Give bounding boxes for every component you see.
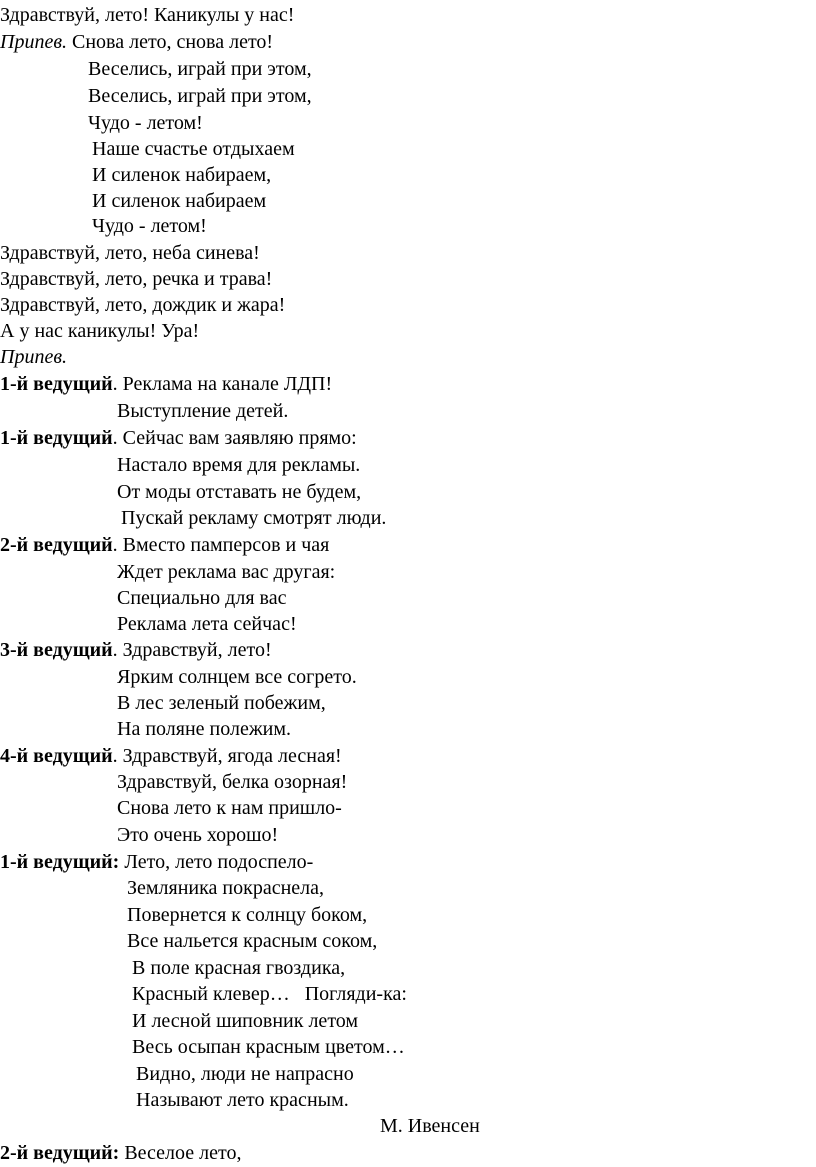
- text-line: А у нас каникулы! Ура!: [0, 320, 200, 342]
- author-signature: М. Ивенсен: [380, 1115, 480, 1137]
- text-line: Чудо - летом!: [88, 112, 203, 134]
- text-line: Здравствуй, лето, речка и трава!: [0, 268, 273, 290]
- text-line: Здравствуй, белка озорная!: [117, 771, 348, 793]
- text-line: Ждет реклама вас другая:: [117, 561, 336, 583]
- text-line: Чудо - летом!: [92, 215, 207, 237]
- text-line: На поляне полежим.: [117, 718, 291, 740]
- text-line: Выступление детей.: [117, 400, 289, 422]
- text-line: Наше счастье отдыхаем: [92, 138, 295, 160]
- text-line: 3-й ведущий. Здравствуй, лето!: [0, 639, 272, 661]
- text-line: В лес зеленый побежим,: [117, 692, 326, 714]
- speaker-label: 2-й ведущий: [0, 534, 113, 556]
- text-line: 1-й ведущий: Лето, лето подоспело-: [0, 851, 314, 873]
- text-line: Повернется к солнцу боком,: [127, 904, 368, 926]
- speaker-label: 3-й ведущий: [0, 639, 113, 661]
- text-line: Веселись, играй при этом,: [88, 58, 312, 80]
- speaker-label: 1-й ведущий:: [0, 851, 120, 873]
- text-line: 2-й ведущий: Веселое лето,: [0, 1142, 242, 1164]
- text-line: И силенок набираем: [92, 190, 267, 212]
- chorus-label: Припев.: [0, 346, 68, 368]
- text-line: Здравствуй, лето, дождик и жара!: [0, 294, 286, 316]
- text-line: Красный клевер… Погляди-ка:: [132, 983, 407, 1005]
- text-line: Припев. Снова лето, снова лето!: [0, 31, 274, 53]
- text-line: И лесной шиповник летом: [132, 1010, 359, 1032]
- speaker-label: 1-й ведущий: [0, 427, 113, 449]
- text-line: 1-й ведущий. Реклама на канале ЛДП!: [0, 373, 333, 395]
- text-line: Ярким солнцем все согрето.: [117, 666, 357, 688]
- text-line: 1-й ведущий. Сейчас вам заявляю прямо:: [0, 427, 357, 449]
- text-line: Видно, люди не напрасно: [136, 1063, 354, 1085]
- text-line: Реклама лета сейчас!: [117, 613, 297, 635]
- text-line: Настало время для рекламы.: [117, 454, 361, 476]
- text-line: Земляника покраснела,: [127, 877, 325, 899]
- text-line: Пускай рекламу смотрят люди.: [121, 507, 387, 529]
- speaker-label: 4-й ведущий: [0, 745, 113, 767]
- text-line: 2-й ведущий. Вместо памперсов и чая: [0, 534, 330, 556]
- text-line: Весь осыпан красным цветом…: [132, 1036, 405, 1058]
- text-line: 4-й ведущий. Здравствуй, ягода лесная!: [0, 745, 342, 767]
- text-line: И силенок набираем,: [92, 164, 272, 186]
- text-line: Снова лето к нам пришло-: [117, 797, 342, 819]
- speaker-label: 1-й ведущий: [0, 373, 113, 395]
- text-line: Специально для вас: [117, 587, 287, 609]
- text-line: [0, 344, 67, 370]
- text-line: От моды отставать не будем,: [117, 481, 362, 503]
- text-line: Здравствуй, лето! Каникулы у нас!: [0, 4, 295, 26]
- text-line: В поле красная гвоздика,: [132, 957, 346, 979]
- text-line: Называют лето красным.: [136, 1089, 349, 1111]
- text-line: Все нальется красным соком,: [127, 930, 378, 952]
- text-line: Здравствуй, лето, неба синева!: [0, 242, 260, 264]
- text-line: Веселись, играй при этом,: [88, 85, 312, 107]
- speaker-label: 2-й ведущий:: [0, 1142, 120, 1164]
- text-line: Это очень хорошо!: [117, 824, 279, 846]
- chorus-label: Припев.: [0, 31, 68, 53]
